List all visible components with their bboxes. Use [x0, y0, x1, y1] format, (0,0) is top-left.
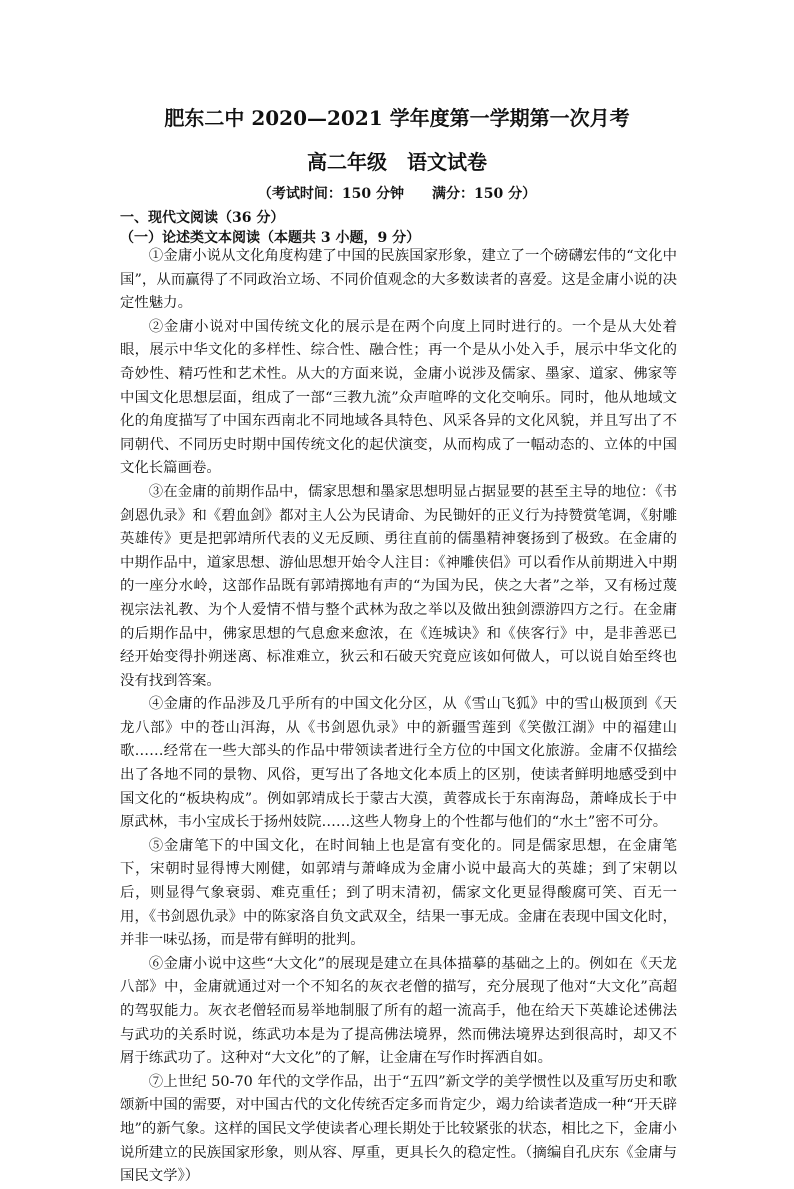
section-subheading: （一）论述类文本阅读（本题共 3 小题，9 分）	[120, 230, 421, 246]
exam-info: （考试时间：150 分钟 满分：150 分）	[257, 186, 537, 202]
paragraph-6: ⑥金庸小说中这些“大文化”的展现是建立在具体描摹的基础之上的。例如在《天龙八部》中，金庸就通过对一个不知名的灰衣老僧的描写，充分展现了他对“大文化”高超的驾驭能力。灰衣老僧轻而易举地制服了所有的超一流高手，他在给天下英雄论述佛法与武功的关系时说，练武功本是为了提高佛法境界，然而佛法境界达到很高时，却又不屑于练武功了。这种对“大文化”的了解，让金庸在写作时挥洒自如。	[120, 955, 677, 1067]
paragraph-3: ③在金庸的前期作品中，儒家思想和墨家思想明显占据显要的甚至主导的地位：《书剑恩仇录》和《碧血剑》都对主人公为民请命、为民锄奸的正义行为持赞赏笔调，《射雕英雄传》更是把郭靖所代表的义无反顾、勇往直前的儒墨精神褒扬到了极致。在金庸的中期作品中，道家思想、游仙思想开始令人注目：《神雕侠侣》可以看作从前期进入中期的一座分水岭，这部作品既有郭靖掷地有声的“为国为民，侠之大者”之举，又有杨过蔑视宗法礼教、为个人爱情不惜与整个武林为敌之举以及做出独剑漂游四方之行。在金庸的后期作品中，佛家思想的气息愈来愈浓，在《连城诀》和《侠客行》中，是非善恶已经开始变得扑朔迷离、标准难立，狄云和石破天究竟应该如何做人，可以说自始至终也没有找到答案。	[120, 483, 677, 689]
section-heading: 一、现代文阅读（36 分）	[120, 210, 285, 226]
reading-passage	[120, 245, 677, 1189]
exam-title: 肥东二中 2020—2021 学年度第一学期第一次月考	[164, 106, 630, 130]
paragraph-4: ④金庸的作品涉及几乎所有的中国文化分区，从《雪山飞狐》中的雪山极顶到《天龙八部》中的苍山洱海，从《书剑恩仇录》中的新疆雪莲到《笑傲江湖》中的福建山歌……经常在一些大部头的作品中带领读者进行全方位的中国文化旅游。金庸不仅描绘出了各地不同的景物、风俗，更写出了各地文化本质上的区别，使读者鲜明地感受到中国文化的“板块构成”。例如郭靖成长于蒙古大漠，黄蓉成长于东南海岛，萧峰成长于中原武林，韦小宝成长于扬州妓院……这些人物身上的个性都与他们的“水土”密不可分。	[120, 696, 677, 831]
paragraph-1: ①金庸小说从文化角度构建了中国的民族国家形象，建立了一个磅礴宏伟的“文化中国”，从而赢得了不同政治立场、不同价值观念的大多数读者的喜爱。这是金庸小说的决定性魅力。	[120, 248, 677, 312]
paragraph-5: ⑤金庸笔下的中国文化，在时间轴上也是富有变化的。同是儒家思想，在金庸笔下，宋朝时显得博大刚健，如郭靖与萧峰成为金庸小说中最高大的英雄；到了宋朝以后，则显得气象衰弱、难克重任；到了明末清初，儒家文化更显得酸腐可笑、百无一用，《书剑恩仇录》中的陈家洛自负文武双全，结果一事无成。金庸在表现中国文化时，并非一味弘扬，而是带有鲜明的批判。	[120, 837, 677, 949]
exam-subtitle: 高二年级 语文试卷	[307, 150, 487, 174]
paragraph-7: ⑦上世纪 50-70 年代的文学作品，出于“五四”新文学的美学惯性以及重写历史和歌颂新中国的需要，对中国古代的文化传统否定多而肯定少，竭力给读者造成一种“开天辟地”的新气象。这样的国民文学使读者心理长期处于比较紧张的状态，相比之下，金庸小说所建立的民族国家形象，则从容、厚重，更具长久的稳定性。（摘编自孔庆东《金庸与国民文学》）	[120, 1073, 677, 1185]
paragraph-2: ②金庸小说对中国传统文化的展示是在两个向度上同时进行的。一个是从大处着眼，展示中华文化的多样性、综合性、融合性；再一个是从小处入手，展示中华文化的奇妙性、精巧性和艺术性。从大的方面来说，金庸小说涉及儒家、墨家、道家、佛家等中国文化思想层面，组成了一部“三教九流”众声喧哗的文化交响乐。同时，他从地域文化的角度描写了中国东西南北不同地域各具特色、风采各异的文化风貌，并且写出了不同朝代、不同历史时期中国传统文化的起伏演变，从而构成了一幅动态的、立体的中国文化长篇画卷。	[120, 318, 677, 477]
